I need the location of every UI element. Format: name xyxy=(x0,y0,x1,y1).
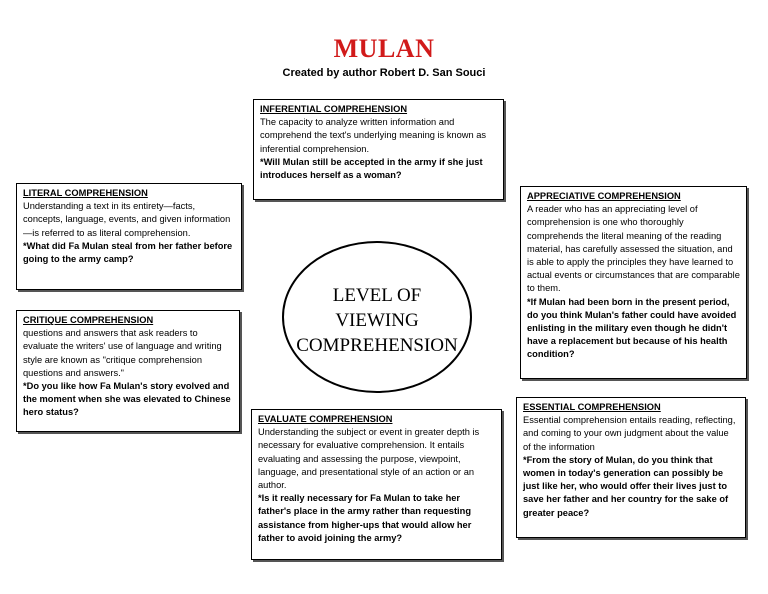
appreciative-heading: APPRECIATIVE COMPREHENSION xyxy=(527,191,681,201)
evaluate-heading: EVALUATE COMPREHENSION xyxy=(258,414,393,424)
critique-question: *Do you like how Fa Mulan's story evolved and the moment when she was elevated to Chinese hero status? xyxy=(23,381,231,418)
essential-description: Essential comprehension entails reading, reflecting, and coming to your own judgment about the value of the information xyxy=(523,415,736,452)
literal-description: Understanding a text in its entirety—facts, concepts, language, events, and given information—is referred to as literal comprehension. xyxy=(23,201,231,238)
author-subtitle: Created by author Robert D. San Souci xyxy=(282,67,486,79)
evaluate-box xyxy=(251,409,502,560)
literal-question: *What did Fa Mulan steal from her father before going to the army camp? xyxy=(23,240,233,265)
critique-box xyxy=(16,310,240,432)
critique-description: questions and answers that ask readers to evaluate the writers' use of language and writing style are known as "critique comprehension questions and answers." xyxy=(23,328,222,378)
essential-box xyxy=(516,397,746,538)
inferential-heading: INFERENTIAL COMPREHENSION xyxy=(260,104,408,114)
literal-box xyxy=(16,183,242,290)
page-title: MULAN xyxy=(333,34,435,63)
center-line: COMPREHENSION xyxy=(296,335,458,356)
essential-question: *From the story of Mulan, do you think that women in today's generation can possibly be just like her, who would offer their lives just to save her father and her country for the sake of greater peace? xyxy=(523,454,729,518)
center-label xyxy=(284,283,470,358)
inferential-question: *Will Mulan still be accepted in the army if she just introduces herself as a woman? xyxy=(260,156,483,181)
appreciative-box xyxy=(520,186,747,379)
appreciative-description: A reader who has an appreciating level of comprehension is one who thoroughly comprehends the literal meaning of the reading material, has carefully assessed the situation, and is able to apply the principles they have learned to actual events or circumstances that are comparable to them. xyxy=(527,204,740,294)
center-oval xyxy=(282,241,472,393)
center-line: VIEWING xyxy=(335,310,419,331)
critique-heading: CRITIQUE COMPREHENSION xyxy=(23,315,154,325)
essential-heading: ESSENTIAL COMPREHENSION xyxy=(523,402,661,412)
center-line: LEVEL OF xyxy=(332,285,422,306)
evaluate-description: Understanding the subject or event in greater depth is necessary for evaluative comprehension. It entails evaluating and assessing the purpose, viewpoint, language, and presentational style of an action or an author. xyxy=(258,427,480,491)
inferential-description: The capacity to analyze written information and comprehend the text's underlying meaning is known as inferential comprehension. xyxy=(260,117,487,154)
literal-heading: LITERAL COMPREHENSION xyxy=(23,188,148,198)
appreciative-question: *If Mulan had been born in the present period, do you think Mulan's father could have avoided enlisting in the military even though he didn't have a replacement but because of his health condition? xyxy=(527,296,737,360)
evaluate-question: *Is it really necessary for Fa Mulan to take her father's place in the army rather than requesting assistance from higher-ups that would allow her father to avoid joining the army? xyxy=(258,493,472,543)
inferential-box xyxy=(253,99,504,200)
